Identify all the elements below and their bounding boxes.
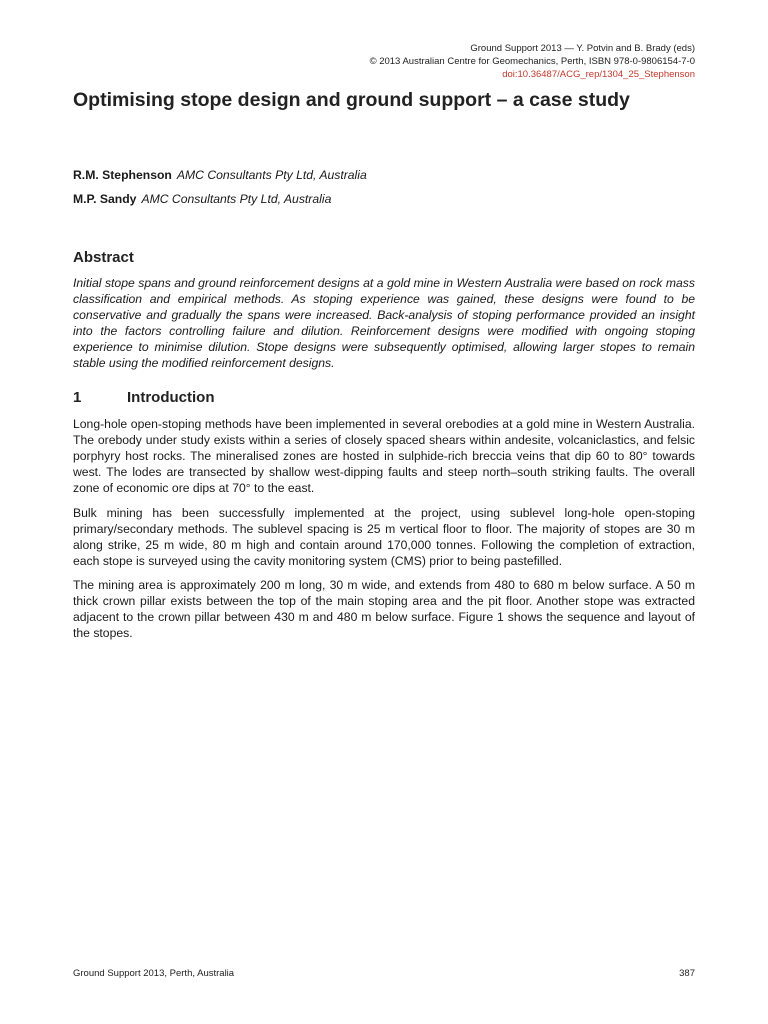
header-proceedings: Ground Support 2013 — Y. Potvin and B. Brady (eds) (470, 43, 695, 54)
header-copyright: © 2013 Australian Centre for Geomechanics, Perth, ISBN 978-0-9806154-7-0 (369, 56, 695, 67)
intro-paragraph-3: The mining area is approximately 200 m long, 30 m wide, and extends from 480 to 680 m below surface. A 50 m thick crown pillar exists between the top of the main stoping area and the pit floor. Another stope was extracted adjacent to the crown pillar between 430 m and 480 m below surface. Figure 1 shows the sequence and layout of the stopes. (73, 578, 695, 641)
section-number: 1 (73, 389, 82, 406)
introduction-heading (73, 389, 214, 406)
header-doi-link[interactable]: doi:10.36487/ACG_rep/1304_25_Stephenson (502, 69, 695, 80)
page-number: 387 (679, 968, 695, 979)
author-affiliation: AMC Consultants Pty Ltd, Australia (141, 192, 332, 206)
intro-paragraph-2: Bulk mining has been successfully implemented at the project, using sublevel long-hole open-stoping primary/secondary methods. The sublevel spacing is 25 m vertical floor to floor. The majority of stopes are 30 m along strike, 25 m wide, 80 m high and contain around 170,000 tonnes. Following the completion of extraction, each stope is surveyed using the cavity monitoring system (CMS) prior to being pastefilled. (73, 506, 695, 569)
abstract-heading: Abstract (73, 249, 134, 266)
paper-title: Optimising stope design and ground support – a case study (73, 89, 630, 111)
author-name: R.M. Stephenson (73, 168, 172, 182)
author-affiliation: AMC Consultants Pty Ltd, Australia (176, 168, 367, 182)
footer-conference: Ground Support 2013, Perth, Australia (73, 968, 235, 979)
intro-paragraph-1: Long-hole open-stoping methods have been implemented in several orebodies at a gold mine in Western Australia. The orebody under study exists within a series of closely spaced shears within andesite, volcaniclastics, and felsic porphyry host rocks. The mineralised zones are hosted in sulphide-rich breccia veins that dip 60 to 80° towards west. The lodes are transected by shallow west-dipping faults and steep north–south striking faults. The overall zone of economic ore dips at 70° to the east. (73, 417, 695, 496)
author-1 (73, 168, 367, 182)
abstract-text: Initial stope spans and ground reinforcement designs at a gold mine in Western Australia were based on rock mass classification and empirical methods. As stoping experience was gained, these designs were found to be conservative and gradually the spans were increased. Back-analysis of stoping performance provided an insight into the factors controlling failure and dilution. Reinforcement designs were modified with ongoing stoping experience to minimise dilution. Stope designs were subsequently optimised, allowing larger stopes to remain stable using the modified reinforcement designs. (73, 276, 695, 371)
author-name: M.P. Sandy (73, 192, 137, 206)
author-2 (73, 192, 331, 206)
section-title: Introduction (127, 389, 215, 406)
publication-header (75, 42, 695, 81)
